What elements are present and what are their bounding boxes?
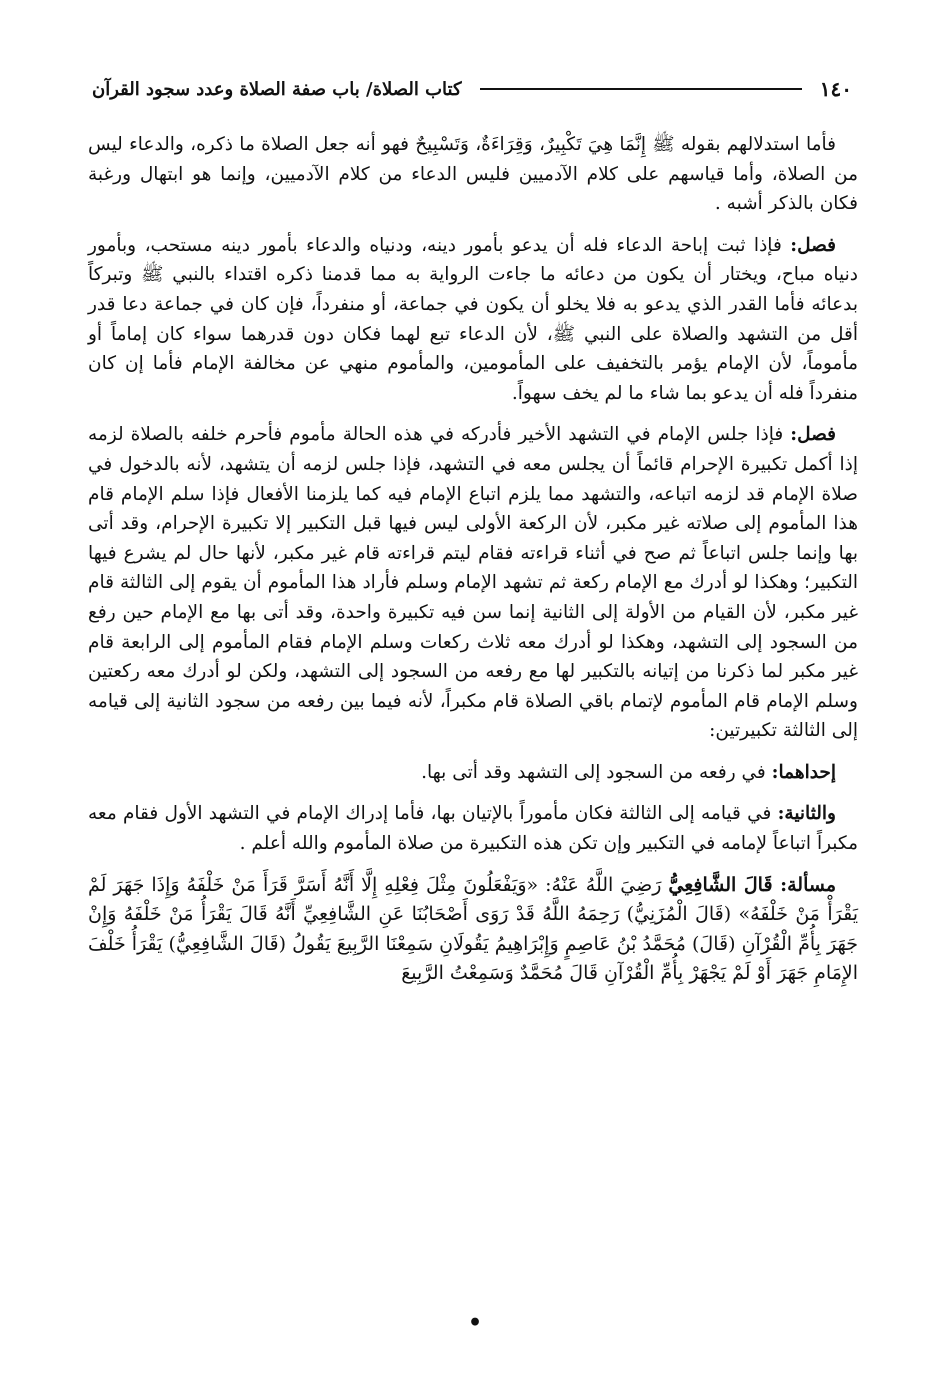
section-label: والثانية: <box>777 803 836 825</box>
paragraph-3 <box>88 420 858 746</box>
paragraph-text: فإذا ثبت إباحة الدعاء فله أن يدعو بأمور دينه، ودنياه والدعاء بأمور دينه مستحب، وبأمور دنياه مباح، ويختار أن يكون من دعائه ما جاءت الرواية به مما قدمنا ذكره اقتداء بالنبي ﷺ وتبركاً بدعائه فأما القدر الذي يدعو به فلا يخلو أن يكون في جماعة، أو منفرداً، فإن كان في جماعة دعا قدر أقل من التشهد والصلاة على النبي ﷺ، لأن الدعاء تبع لهما فكان دون قدرهما سواء كان إماماً أو مأموماً، لأن الإمام يؤمر بالتخفيف على المأمومين، والمأموم منهي عن مخالفة الإمام فأما إن كان منفرداً فله أن يدعو بما شاء ما لم يخف سهواً. <box>88 234 858 404</box>
paragraph-text: في رفعه من السجود إلى التشهد وقد أتى بها. <box>421 761 772 783</box>
section-label: مسألة: <box>780 873 836 896</box>
paragraph-2 <box>88 231 858 409</box>
paragraph-text: في قيامه إلى الثالثة فكان مأموراً بالإتيان بها، فأما إدراك الإمام في التشهد الأول فقام معه مكبراً اتباعاً لإمامه في التكبير وإن تكن هذه التكبيرة من صلاة المأموم والله أعلم . <box>88 803 858 855</box>
paragraph-text: رَضِيَ اللَّهُ عَنْهُ: «وَيَفْعَلُونَ مِثْلَ فِعْلِهِ إِلَّا أَنَّهُ أَسَرَّ قَرَأَ مَنْ خَلْفَهُ وَإِذَا جَهَرَ لَمْ يَقْرَأْ مَنْ خَلْفَهُ» (قَالَ الْمُزَنِيُّ) رَحِمَهُ اللَّهُ قَدْ رَوَى أَصْحَابُنَا عَنِ الشَّافِعِيِّ أَنَّهُ قَالَ يَقْرَأُ مَنْ خَلْفَهُ وَإِنْ جَهَرَ بِأُمِّ الْقُرْآنِ (قَالَ) مُحَمَّدُ بْنُ عَاصِمٍ وَإِبْرَاهِيمُ يَقُولَانِ سَمِعْنَا الرَّبِيعَ يَقُولُ (قَالَ الشَّافِعِيُّ) يَقْرَأُ خَلْفَ الإِمَامِ جَهَرَ أَوْ لَمْ يَجْهَرْ بِأُمِّ الْقُرْآنِ قَالَ مُحَمَّدٌ وَسَمِعْتُ الرَّبِيعَ <box>88 873 858 985</box>
quoted-author: قَالَ الشَّافِعِيُّ <box>668 873 781 896</box>
header-rule <box>480 88 802 90</box>
paragraph-6 <box>88 871 858 989</box>
paragraph-1: فأما استدلالهم بقوله ﷺ إِنَّمَا هِيَ تَكْبِيرٌ، وَقِرَاءَةٌ، وَتَسْبِيحٌ فهو أنه جعل الصلاة ما ذكره، والدعاء ليس من الصلاة، وأما قياسهم على كلام الآدميين فليس الدعاء من كلام الآدميين، وإنما هو ابتهال ورغبة فكان بالذكر أشبه . <box>88 134 858 215</box>
page-number: ١٤٠ <box>819 77 852 101</box>
end-mark: • <box>467 1310 483 1336</box>
section-label: فصل: <box>790 234 836 256</box>
section-label: إحداهما: <box>771 761 836 783</box>
running-title: كتاب الصلاة/ باب صفة الصلاة وعدد سجود القرآن <box>92 78 462 100</box>
section-label: فصل: <box>790 424 836 446</box>
paragraph-text: فإذا جلس الإمام في التشهد الأخير فأدركه في هذه الحالة مأموم فأحرم خلفه بالصلاة لزمه إذا أكمل تكبيرة الإحرام قائماً أن يجلس معه في التشهد، فإذا جلس لزمه أن يتشهد، لأنه بالدخول في صلاة الإمام قد لزمه اتباعه، والتشهد مما يلزم اتباع الإمام فيه كما يلزمنا الأفعال فإذا سلم الإمام قام هذا المأموم إلى صلاته غير مكبر، لأن الركعة الأولى ليس فيها قبل التكبير إلا تكبيرة الإحرام، وقد أتى بها وإنما جلس اتباعاً ثم صح في أثناء قراءته فقام ليتم قراءته قام غير مكبر، لأنها حال لم يشرع فيها التكبير؛ وهكذا لو أدرك مع الإمام ركعة ثم تشهد الإمام وسلم فأراد هذا المأموم أن يقوم إلى الثالثة قام غير مكبر، لأن القيام من الأولة إلى الثانية إنما سن فيه تكبيرة واحدة، وقد أتى بها مع الإمام حين رفع من السجود إلى التشهد، وهكذا لو أدرك معه ثلاث ركعات وسلم الإمام فقام المأموم إلى الرابعة قام غير مكبر لما ذكرنا من إتيانه بالتكبير لها مع رفعه من السجود إلى التشهد، ولكن لو أدرك معه ركعتين وسلم الإمام قام المأموم لإتمام باقي الصلاة قام مكبراً، لأنه فيما بين رفعه من سجود الثانية إلى قيامه إلى الثالثة تكبيرتين: <box>88 424 858 742</box>
paragraph-5 <box>88 799 858 858</box>
main-text <box>88 130 858 1001</box>
paragraph-4 <box>88 758 858 788</box>
page-header <box>92 74 852 104</box>
